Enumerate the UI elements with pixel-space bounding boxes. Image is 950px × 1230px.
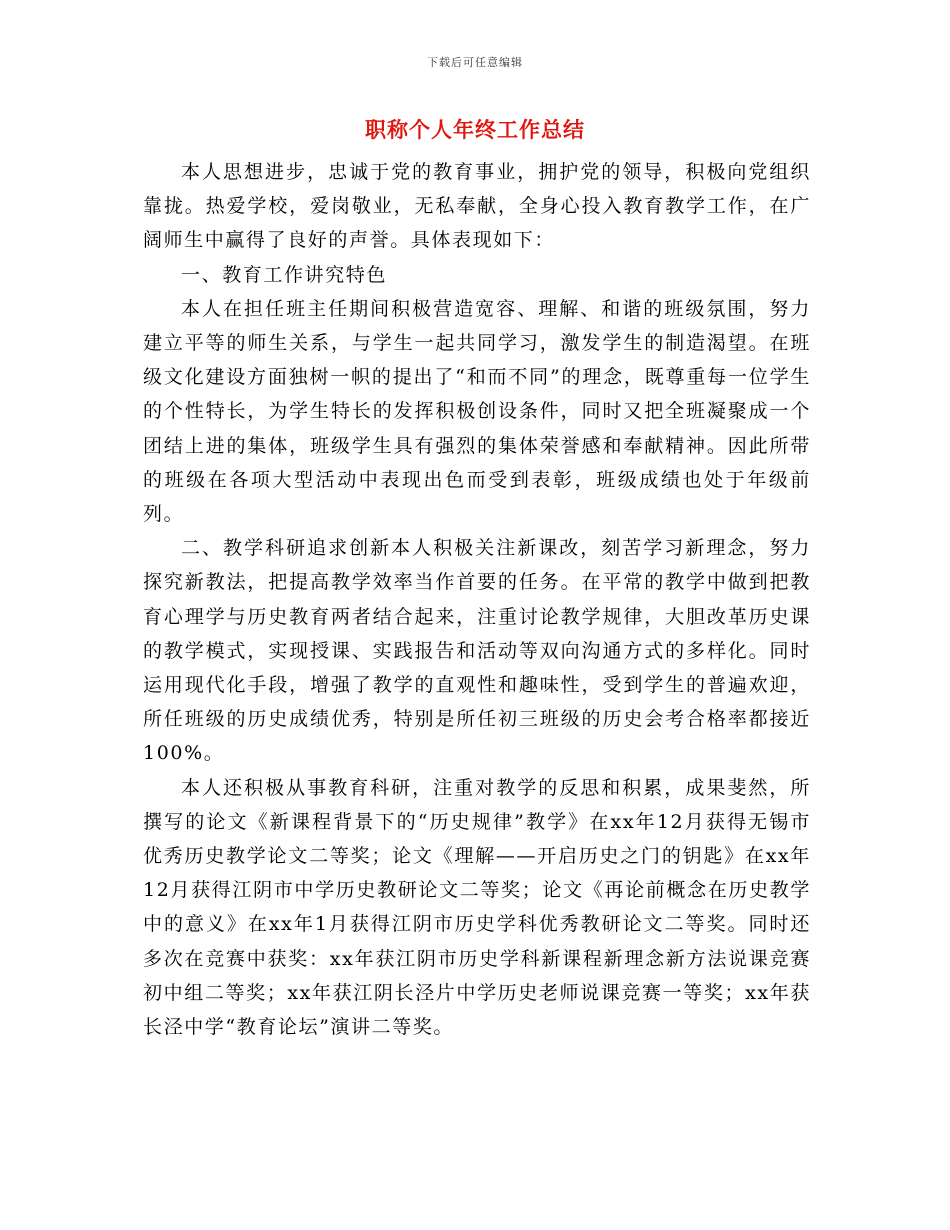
document-title: 职称个人年终工作总结 (365, 117, 585, 142)
document-body (143, 155, 811, 1044)
paragraph-intro: 本人思想进步，忠诚于党的教育事业，拥护党的领导，积极向党组织靠拢。热爱学校，爱岗敬业，无私奉献，全身心投入教育教学工作，在广阔师生中赢得了良好的声誉。具体表现如下： (143, 161, 811, 252)
paragraph-class-teacher: 本人在担任班主任期间积极营造宽容、理解、和谐的班级氛围，努力建立平等的师生关系，与学生一起共同学习，激发学生的制造渴望。在班级文化建设方面独树一帜的提出了“和而不同”的理念，既尊重每一位学生的个性特长，为学生特长的发挥积极创设条件，同时又把全班凝聚成一个团结上进的集体，班级学生具有强烈的集体荣誉感和奉献精神。因此所带的班级在各项大型活动中表现出色而受到表彰，班级成绩也处于年级前列。 (143, 297, 811, 526)
paragraph-awards: 本人还积极从事教育科研，注重对教学的反思和积累，成果斐然，所撰写的论文《新课程背景下的“历史规律”教学》在xx年12月获得无锡市优秀历史教学论文二等奖；论文《理解——开启历史之门的钥匙》在xx年12月获得江阴市中学历史教研论文二等奖；论文《再论前概念在历史教学中的意义》在xx年1月获得江阴市历史学科优秀教研论文二等奖。同时还多次在竞赛中获奖：xx年获江阴市历史学科新课程新理念新方法说课竞赛初中组二等奖；xx年获江阴长泾片中学历史老师说课竞赛一等奖；xx年获长泾中学“教育论坛”演讲二等奖。 (143, 776, 811, 1039)
header-note: 下载后可任意编辑 (427, 56, 523, 69)
section-heading-education: 一、教育工作讲究特色 (181, 263, 388, 286)
paragraph-teaching-research: 二、教学科研追求创新本人积极关注新课改，刻苦学习新理念，努力探究新教法，把提高教学效率当作首要的任务。在平常的教学中做到把教育心理学与历史教育两者结合起来，注重讨论教学规律，大胆改革历史课的教学模式，实现授课、实践报告和活动等双向沟通方式的多样化。同时运用现代化手段，增强了教学的直观性和趣味性，受到学生的普遍欢迎，所任班级的历史成绩优秀，特别是所任初三班级的历史会考合格率都接近100%。 (143, 537, 811, 765)
